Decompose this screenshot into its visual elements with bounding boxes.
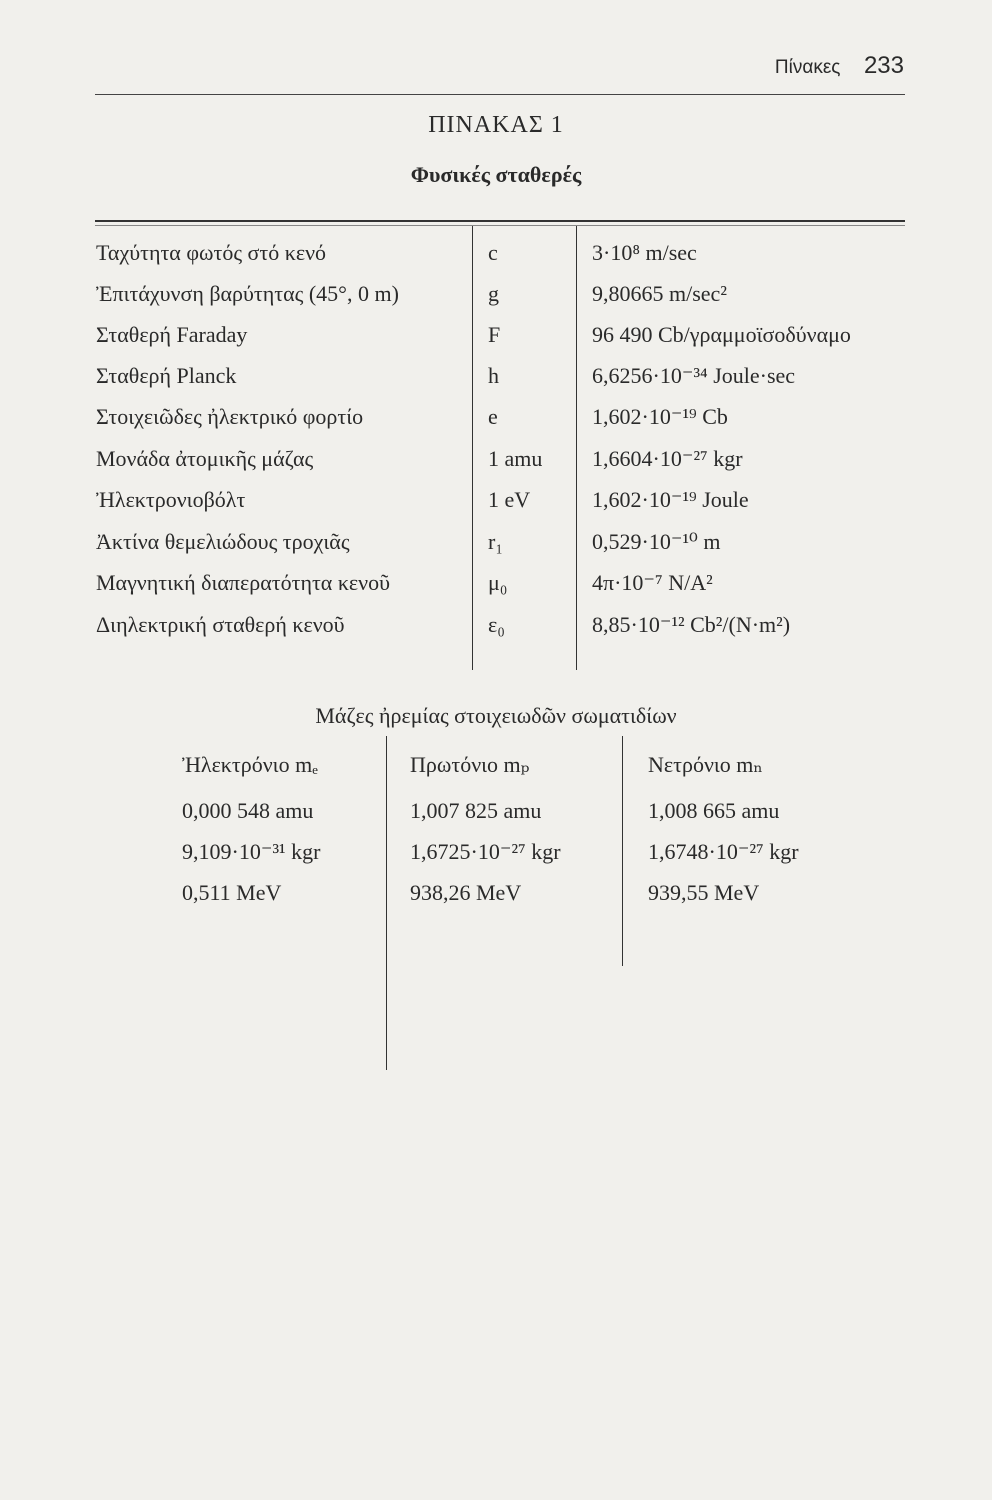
constant-row bbox=[0, 240, 992, 280]
mass-column-header: Νετρόνιο mₙ bbox=[648, 752, 763, 777]
constant-value: 3·10⁸ m/sec bbox=[592, 240, 697, 265]
constant-symbol: g bbox=[488, 281, 499, 306]
constant-symbol: ε₀ bbox=[488, 612, 505, 637]
running-head bbox=[775, 52, 904, 80]
constant-name: Μονάδα ἀτομικῆς μάζας bbox=[96, 446, 314, 471]
header-rule bbox=[95, 94, 905, 95]
constant-row bbox=[0, 446, 992, 486]
constant-row bbox=[0, 281, 992, 321]
constant-name: Ἀκτίνα θεμελιώδους τροχιᾶς bbox=[96, 529, 350, 554]
constant-symbol: c bbox=[488, 240, 498, 265]
constant-value: 1,602·10⁻¹⁹ Cb bbox=[592, 404, 728, 429]
constant-name: Σταθερή Faraday bbox=[96, 322, 248, 347]
mass-column-divider-1 bbox=[386, 736, 387, 1070]
mass-kgr: 9,109·10⁻³¹ kgr bbox=[182, 839, 321, 864]
constant-symbol: μ₀ bbox=[488, 570, 508, 595]
mass-mev: 939,55 MeV bbox=[648, 880, 760, 905]
constant-row bbox=[0, 363, 992, 403]
constant-symbol: 1 amu bbox=[488, 446, 543, 471]
constant-row bbox=[0, 612, 992, 652]
constant-symbol: r₁ bbox=[488, 529, 503, 554]
constant-symbol: 1 eV bbox=[488, 487, 531, 512]
mass-amu: 1,008 665 amu bbox=[648, 798, 780, 823]
mass-kgr: 1,6748·10⁻²⁷ kgr bbox=[648, 839, 799, 864]
table-title: ΠΙΝΑΚΑΣ 1 bbox=[428, 112, 564, 138]
constant-value: 0,529·10⁻¹⁰ m bbox=[592, 529, 721, 554]
constant-row bbox=[0, 404, 992, 444]
mass-amu: 1,007 825 amu bbox=[410, 798, 542, 823]
mass-kgr: 1,6725·10⁻²⁷ kgr bbox=[410, 839, 561, 864]
constant-symbol: h bbox=[488, 363, 499, 388]
constant-symbol: F bbox=[488, 322, 501, 347]
constant-name: Ἐπιτάχυνση βαρύτητας (45°, 0 m) bbox=[96, 281, 399, 306]
mass-column-header: Πρωτόνιο mₚ bbox=[410, 752, 530, 777]
constant-row bbox=[0, 322, 992, 362]
mass-amu: 0,000 548 amu bbox=[182, 798, 314, 823]
page-number: 233 bbox=[863, 52, 904, 79]
constant-value: 1,602·10⁻¹⁹ Joule bbox=[592, 487, 749, 512]
constant-symbol: e bbox=[488, 404, 498, 429]
constant-row bbox=[0, 570, 992, 610]
table-top-rule-thin bbox=[95, 225, 905, 226]
constant-name: Διηλεκτρική σταθερή κενοῦ bbox=[96, 612, 345, 637]
constant-value: 9,80665 m/sec² bbox=[592, 281, 727, 306]
mass-mev: 0,511 MeV bbox=[182, 880, 282, 905]
constant-row bbox=[0, 529, 992, 569]
constant-value: 6,6256·10⁻³⁴ Joule·sec bbox=[592, 363, 796, 388]
constant-name: Στοιχειῶδες ἠλεκτρικό φορτίο bbox=[96, 404, 364, 429]
table-subtitle: Φυσικές σταθερές bbox=[410, 162, 582, 187]
running-head-section: Πίνακες bbox=[774, 57, 841, 78]
constant-value: 4π·10⁻⁷ N/A² bbox=[592, 570, 713, 595]
constant-row bbox=[0, 487, 992, 527]
mass-column-divider-2 bbox=[622, 736, 623, 966]
constant-value: 1,6604·10⁻²⁷ kgr bbox=[592, 446, 743, 471]
constant-name: Ἠλεκτρονιοβόλτ bbox=[96, 487, 246, 512]
constant-value: 96 490 Cb/γραμμοϊσοδύναμο bbox=[592, 322, 851, 347]
constant-value: 8,85·10⁻¹² Cb²/(N·m²) bbox=[592, 612, 791, 637]
constant-name: Σταθερή Planck bbox=[96, 363, 237, 388]
table-top-rule bbox=[95, 220, 905, 222]
mass-mev: 938,26 MeV bbox=[410, 880, 522, 905]
masses-title: Μάζες ἠρεμίας στοιχειωδῶν σωματιδίων bbox=[315, 703, 677, 728]
constant-name: Μαγνητική διαπερατότητα κενοῦ bbox=[96, 570, 390, 595]
constant-name: Ταχύτητα φωτός στό κενό bbox=[96, 240, 327, 265]
mass-column-header: Ἠλεκτρόνιο mₑ bbox=[182, 752, 318, 777]
